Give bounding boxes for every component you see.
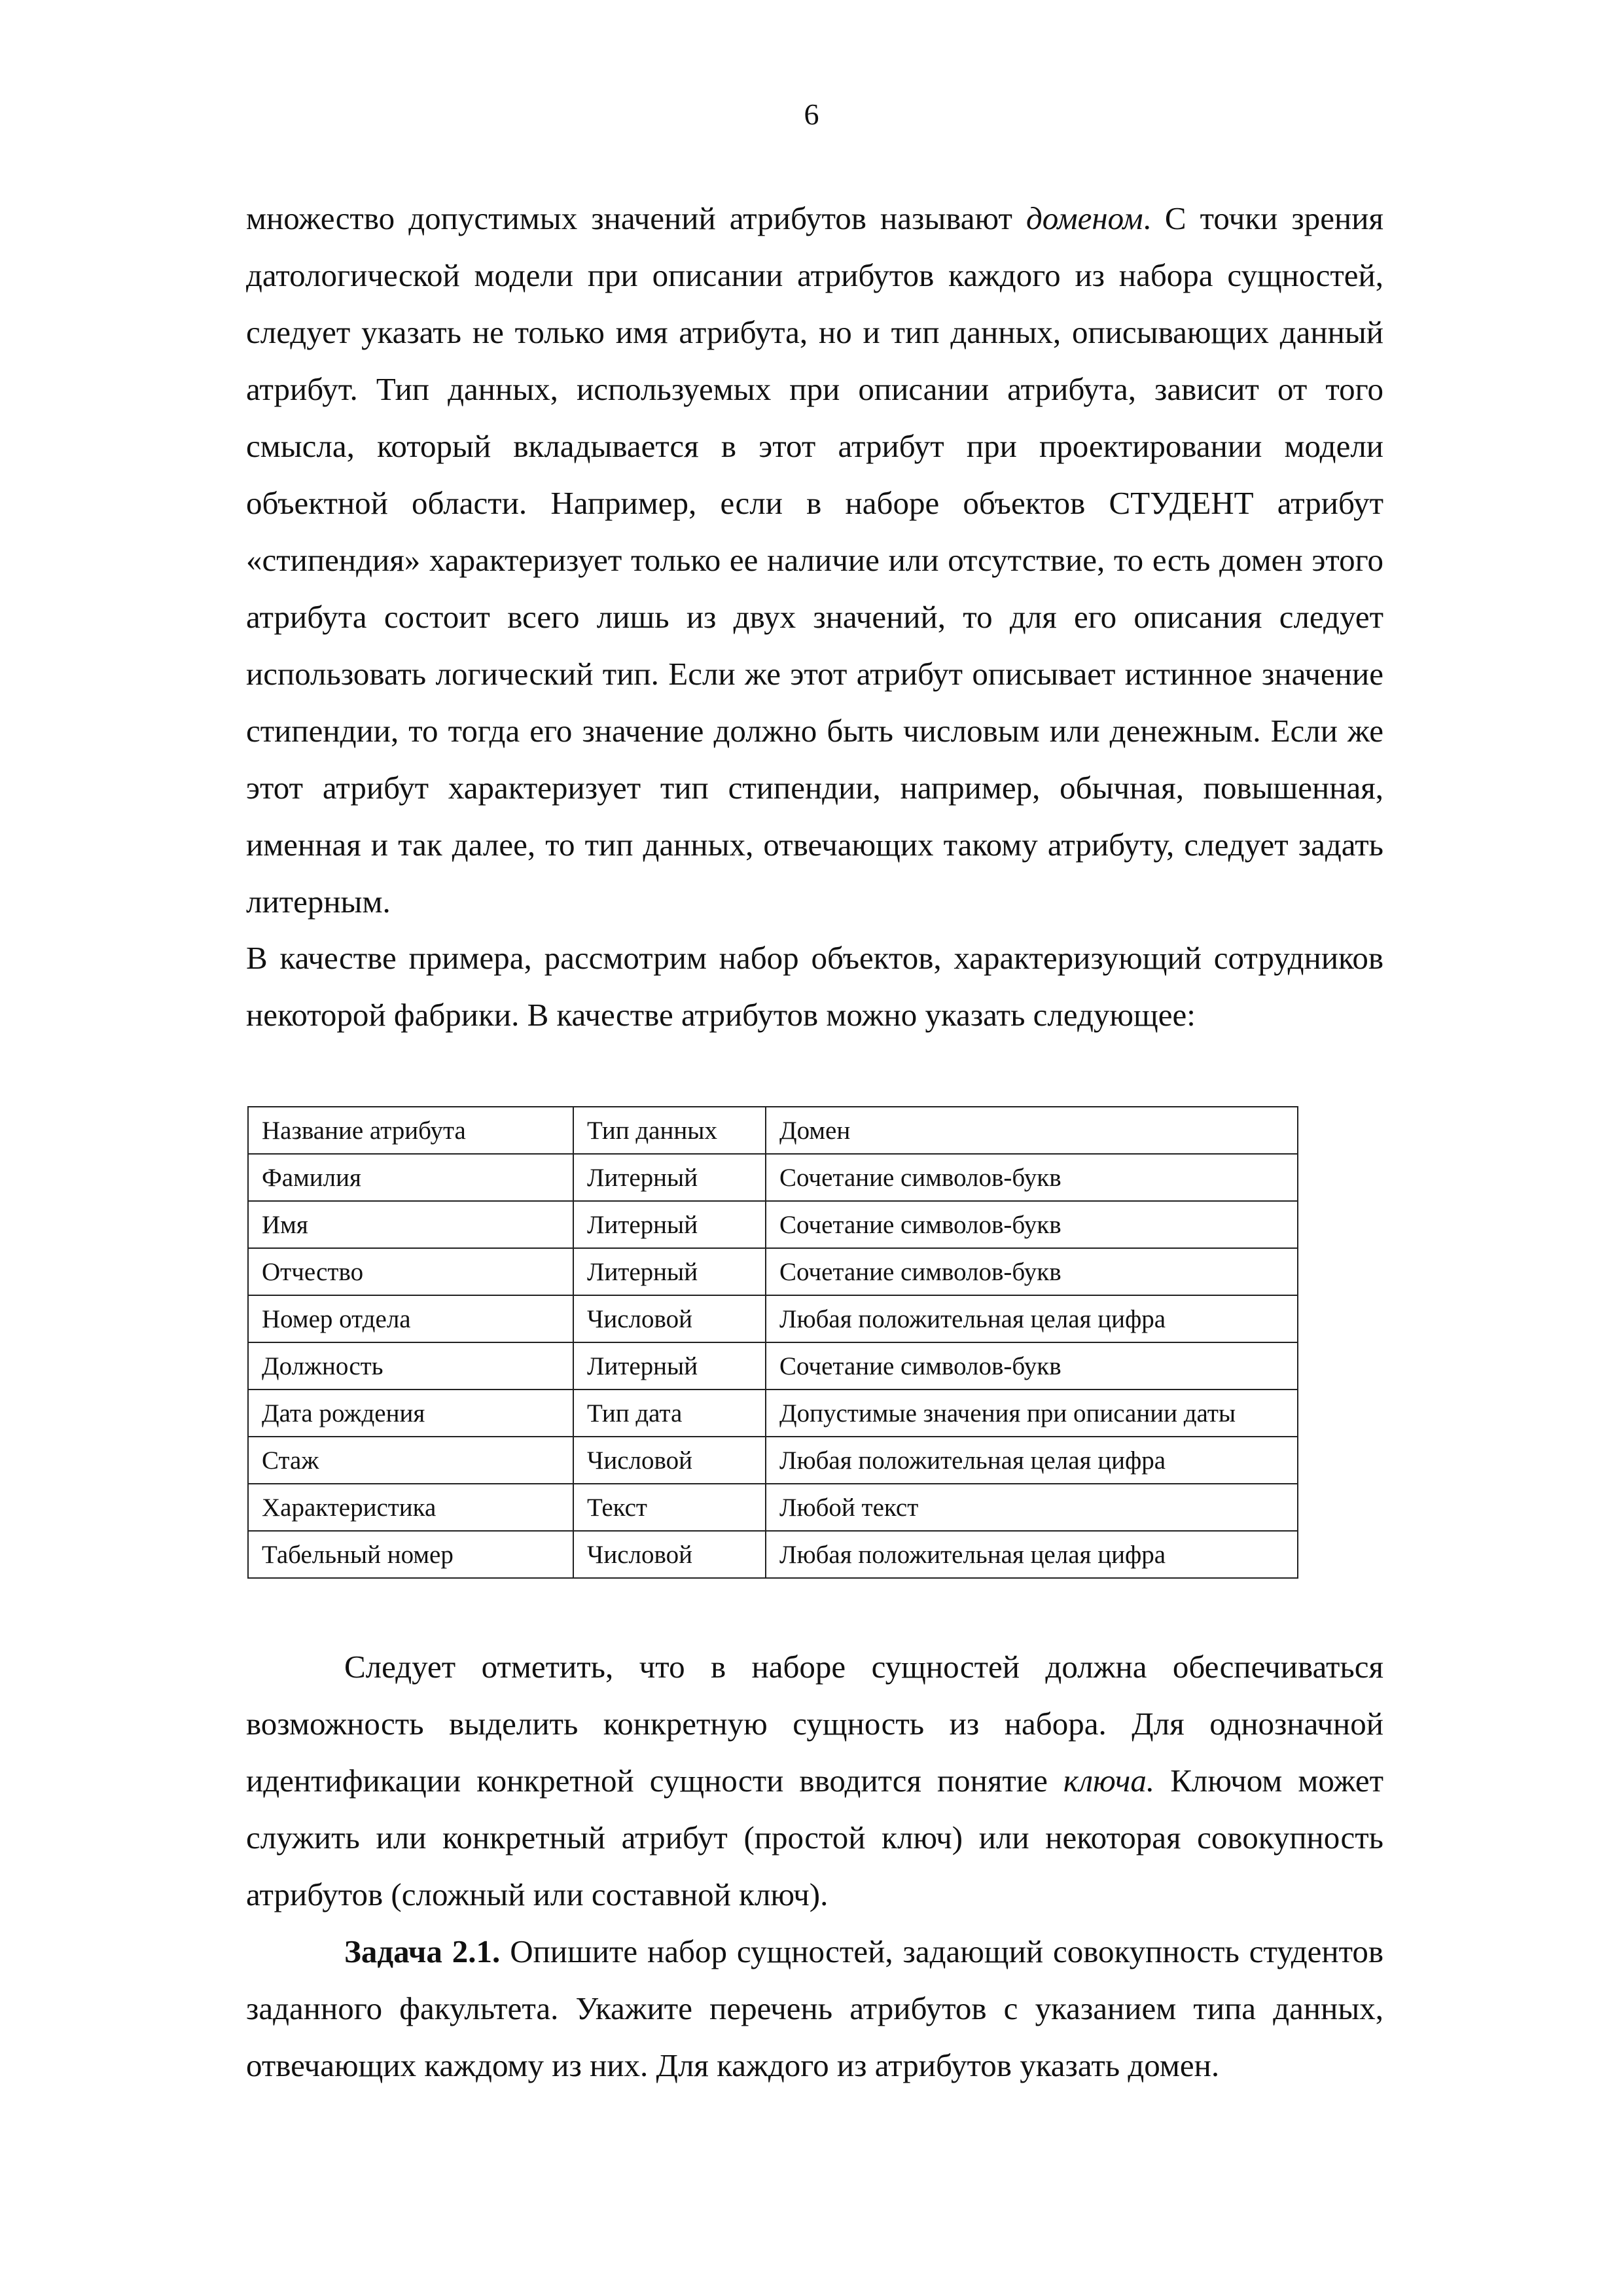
table-row [248,1154,1298,1201]
table-row [248,1201,1298,1248]
cell-data-type: Литерный [573,1248,766,1295]
cell-domain: Допустимые значения при описании даты [766,1390,1298,1437]
cell-attribute-name: Табельный номер [248,1531,573,1578]
cell-attribute-name: Характеристика [248,1484,573,1531]
header-domain: Домен [766,1107,1298,1154]
paragraph-example-intro [246,929,1383,1043]
paragraph-domain-definition [246,190,1383,930]
cell-domain: Сочетание символов-букв [766,1154,1298,1201]
cell-data-type: Тип дата [573,1390,766,1437]
task-text: Опишите набор сущностей, задающий совокупность студентов заданного факультета. Укажите перечень атрибутов с указанием типа данных, отвечающих каждому из них. Для каждого из атрибутов указать домен. [246,1933,1383,2083]
table-header-row [248,1107,1298,1154]
paragraph-3-rest: Ключом может служить или конкретный атрибут (простой ключ) или некоторая совокупность атрибутов (сложный или составной ключ). [246,1763,1383,1912]
cell-data-type: Текст [573,1484,766,1531]
paragraph-3-start: Следует отметить, что в наборе сущностей должна обеспечиваться возможность выделить конкретную сущность из набора. Для однозначной идентификации конкретной сущности вводится понятие [246,1649,1383,1799]
cell-attribute-name: Отчество [248,1248,573,1295]
cell-domain: Сочетание символов-букв [766,1201,1298,1248]
cell-domain: Сочетание символов-букв [766,1342,1298,1390]
cell-attribute-name: Должность [248,1342,573,1390]
term-key: ключа. [1063,1763,1155,1799]
paragraph-key-definition [246,1638,1383,2094]
cell-data-type: Числовой [573,1531,766,1578]
cell-attribute-name: Фамилия [248,1154,573,1201]
paragraph-1 [246,190,1383,930]
table-row [248,1248,1298,1295]
table-row [248,1437,1298,1484]
cell-data-type: Литерный [573,1154,766,1201]
paragraph-3 [246,1638,1383,1923]
task-paragraph [246,1923,1383,2094]
page-number: 6 [804,98,819,131]
header-attribute-name: Название атрибута [248,1107,573,1154]
attributes-table [247,1106,1298,1579]
table-row [248,1484,1298,1531]
cell-data-type: Литерный [573,1201,766,1248]
cell-domain: Любая положительная целая цифра [766,1437,1298,1484]
paragraph-1-start: множество допустимых значений атрибутов называют [246,200,1026,236]
table-row [248,1342,1298,1390]
cell-attribute-name: Номер отдела [248,1295,573,1342]
cell-data-type: Числовой [573,1295,766,1342]
cell-domain: Любой текст [766,1484,1298,1531]
cell-attribute-name: Дата рождения [248,1390,573,1437]
table-row [248,1295,1298,1342]
table-row [248,1531,1298,1578]
header-data-type: Тип данных [573,1107,766,1154]
cell-attribute-name: Стаж [248,1437,573,1484]
cell-data-type: Литерный [573,1342,766,1390]
cell-attribute-name: Имя [248,1201,573,1248]
cell-domain: Сочетание символов-букв [766,1248,1298,1295]
paragraph-1-rest: . С точки зрения датологической модели при описании атрибутов каждого из набора сущностей, следует указать не только имя атрибута, но и тип данных, описывающих данный атрибут. Тип данных, используемых при описании атрибута, зависит от того смысла, который вкладывается в этот атрибут при проектировании модели объектной области. Например, если в наборе объектов СТУДЕНТ атрибут «стипендия» характеризует только ее наличие или отсутствие, то есть домен этого атрибута состоит всего лишь из двух значений, то для его описания следует использовать логический тип. Если же этот атрибут описывает истинное значение стипендии, то тогда его значение должно быть числовым или денежным. Если же этот атрибут характеризует тип стипендии, например, обычная, повышенная, именная и так далее, то тип данных, отвечающих такому атрибуту, следует задать литерным. [246,200,1383,920]
task-label: Задача 2.1. [344,1933,501,1969]
term-domain: доменом [1026,200,1143,236]
cell-domain: Любая положительная целая цифра [766,1295,1298,1342]
table-row [248,1390,1298,1437]
cell-data-type: Числовой [573,1437,766,1484]
paragraph-2: В качестве примера, рассмотрим набор объектов, характеризующий сотрудников некоторой фабрики. В качестве атрибутов можно указать следующее: [246,940,1383,1033]
cell-domain: Любая положительная целая цифра [766,1531,1298,1578]
